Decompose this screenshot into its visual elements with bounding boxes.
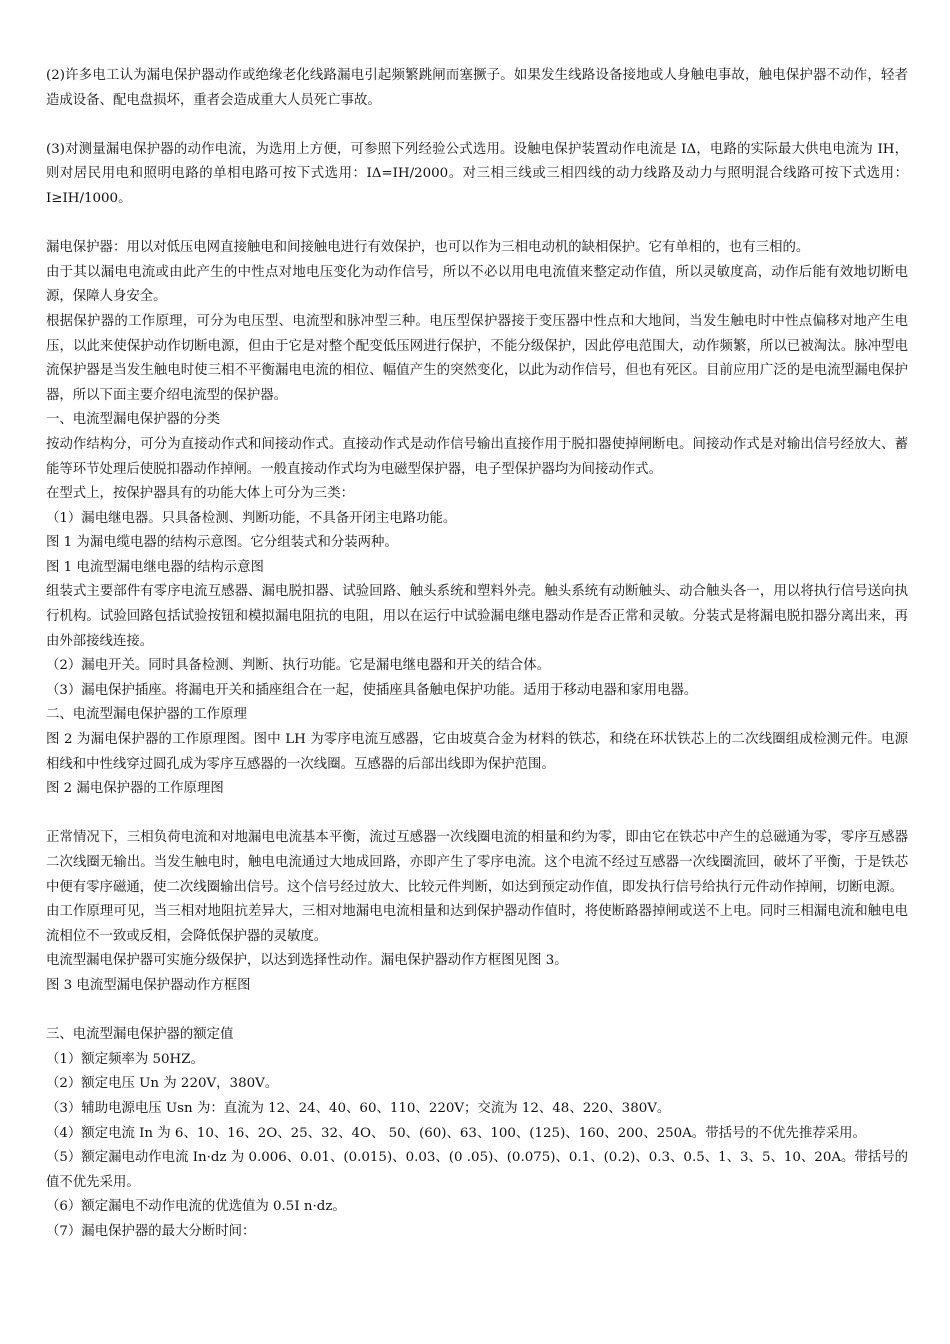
paragraph-action-current-formula: (3)对测量漏电保护器的动作电流，为选用上方便，可参照下列经验公式选用。设触电保护装置动作电流是 IΔ，电路的实际最大供电电流为 IH，则对居民用电和照明电路的单相电路可按下式选用：IΔ=IH/2000。对三相三线或三相四线的动力线路及动力与照明混合线路可按下式选用：I≥IH/1000。 xyxy=(46,141,908,206)
paragraph-assembly: 组装式主要部件有零序电流互感器、漏电脱扣器、试验回路、触头系统和塑料外壳。触头系统有动断触头、动合触头各一，用以将执行信号送向执行机构。试验回路包括试验按钮和模拟漏电阻抗的电阻，用以在运行中试验漏电继电器动作是否正常和灵敏。分装式是将漏电脱扣器分离出来，再由外部接线连接。 xyxy=(46,584,908,649)
paragraph-types-overview: 根据保护器的工作原理，可分为电压型、电流型和脉冲型三种。电压型保护器接于变压器中性点和大地间，当发生触电时中性点偏移对地产生电压，以此来使保护动作切断电源，但由于它是对整个配变低压网进行保护，不能分级保护，因此停电范围大，动作频繁，所以已被淘汰。脉冲型电流保护器是当发生触电时使三相不平衡漏电电流的相位、幅值产生的突然变化，以此为动作信号，但也有死区。目前应用广泛的是电流型漏电保护器，所以下面主要介绍电流型的保护器。 xyxy=(46,313,908,403)
list-item-rated-current: （4）额定电流 In 为 6、10、16、2O、25、32、4O、 50、(60)、63、100、(125)、160、200、250A。带括号的不优先推荐采用。 xyxy=(46,1125,866,1141)
paragraph-leakage-trip-note: (2)许多电工认为漏电保护器动作或绝缘老化线路漏电引起频繁跳闸而塞撅子。如果发生线路设备接地或人身触电事故，触电保护器不动作，轻者造成设备、配电盘损坏，重者会造成重大人员死亡事故。 xyxy=(46,68,908,108)
list-item-leakage-current: （5）额定漏电动作电流 In·dz 为 0.006、0.01、(0.015)、0.03、(0 .05)、(0.075)、0.1、(0.2)、0.3、0.5、1、3、5、10、20A。带括号的值不优先采用。 xyxy=(46,1150,908,1190)
paragraph-impedance-effect: 由工作原理可见，当三相对地阻抗差异大，三相对地漏电电流相量和达到保护器动作值时，将使断路器掉闸或送不上电。同时三相漏电流和触电电流相位不一致或反相，会降低保护器的灵敏度。 xyxy=(46,904,908,944)
section-heading-ratings: 三、电流型漏电保护器的额定值 xyxy=(46,1027,234,1043)
paragraph-figure-1-ref: 图 1 为漏电缆电器的结构示意图。它分组装式和分装两种。 xyxy=(46,535,398,551)
paragraph-sensitivity: 由于其以漏电电流或由此产生的中性点对地电压变化为动作信号，所以不必以用电电流值来整定动作值，所以灵敏度高，动作后能有效地切断电源，保障人身安全。 xyxy=(46,264,908,305)
list-item-aux-voltage: （3）辅助电源电压 Usn 为：直流为 12、24、40、60、110、220V；交流为 12、48、220、380V。 xyxy=(46,1100,671,1116)
section-heading-principle: 二、电流型漏电保护器的工作原理 xyxy=(46,707,247,723)
document-body xyxy=(46,64,908,1245)
list-item-voltage: （2）额定电压 Un 为 220V，380V。 xyxy=(46,1076,279,1092)
list-item-frequency: （1）额定频率为 50HZ。 xyxy=(46,1051,204,1067)
list-item-switch: （2）漏电开关。同时具备检测、判断、执行功能。它是漏电继电器和开关的结合体。 xyxy=(46,658,550,674)
spacer xyxy=(46,113,908,138)
list-item-non-operating-current: （6）额定漏电不动作电流的优选值为 0.5I n·dz。 xyxy=(46,1199,346,1215)
spacer xyxy=(46,212,908,237)
paragraph-action-structure: 按动作结构分，可分为直接动作式和间接动作式。直接动作式是动作信号输出直接作用于脱扣器使掉闸断电。间接动作式是对输出信号经放大、蓄能等环节处理后使脱扣器动作掉闸。一般直接动作式均为电磁型保护器，电子型保护器均为间接动作式。 xyxy=(46,436,908,477)
paragraph-three-categories: 在型式上，按保护器具有的功能大体上可分为三类： xyxy=(46,486,354,502)
list-item-break-time: （7）漏电保护器的最大分断时间： xyxy=(46,1223,256,1239)
paragraph-definition: 漏电保护器：用以对低压电网直接触电和间接触电进行有效保护，也可以作为三相电动机的缺相保护。它有单相的，也有三相的。 xyxy=(46,240,810,256)
figure-2-caption: 图 2 漏电保护器的工作原理图 xyxy=(46,781,224,797)
spacer xyxy=(46,802,908,827)
figure-1-caption: 图 1 电流型漏电继电器的结构示意图 xyxy=(46,559,264,575)
paragraph-normal-operation: 正常情况下，三相负荷电流和对地漏电电流基本平衡，流过互感器一次线圈电流的相量和约为零，即由它在铁芯中产生的总磁通为零，零序互感器二次线圈无输出。当发生触电时，触电电流通过大地成回路，亦即产生了零序电流。这个电流不经过互感器一次线圈流回，破坏了平衡，于是铁芯中便有零序磁通，使二次线圈输出信号。这个信号经过放大、比较元件判断，如达到预定动作值，即发执行信号给执行元件动作掉闸，切断电源。 xyxy=(46,830,908,895)
spacer xyxy=(46,999,908,1024)
list-item-relay: （1）漏电继电器。只具备检测、判断功能，不具备开闭主电路功能。 xyxy=(46,510,457,526)
list-item-socket: （3）漏电保护插座。将漏电开关和插座组合在一起，使插座具备触电保护功能。适用于移动电器和家用电器。 xyxy=(46,682,698,698)
paragraph-figure-2-desc: 图 2 为漏电保护器的工作原理图。图中 LH 为零序电流互感器，它由坡莫合金为材料的铁芯，和绕在环状铁芯上的二次线圈组成检测元件。电源相线和中性线穿过圆孔成为零序互感器的一次线圈。互感器的后部出线即为保护范围。 xyxy=(46,732,908,772)
figure-3-caption: 图 3 电流型漏电保护器动作方框图 xyxy=(46,977,251,993)
paragraph-graded-protection: 电流型漏电保护器可实施分级保护，以达到选择性动作。漏电保护器动作方框图见图 3。 xyxy=(46,953,568,969)
section-heading-classification: 一、电流型漏电保护器的分类 xyxy=(46,412,221,428)
